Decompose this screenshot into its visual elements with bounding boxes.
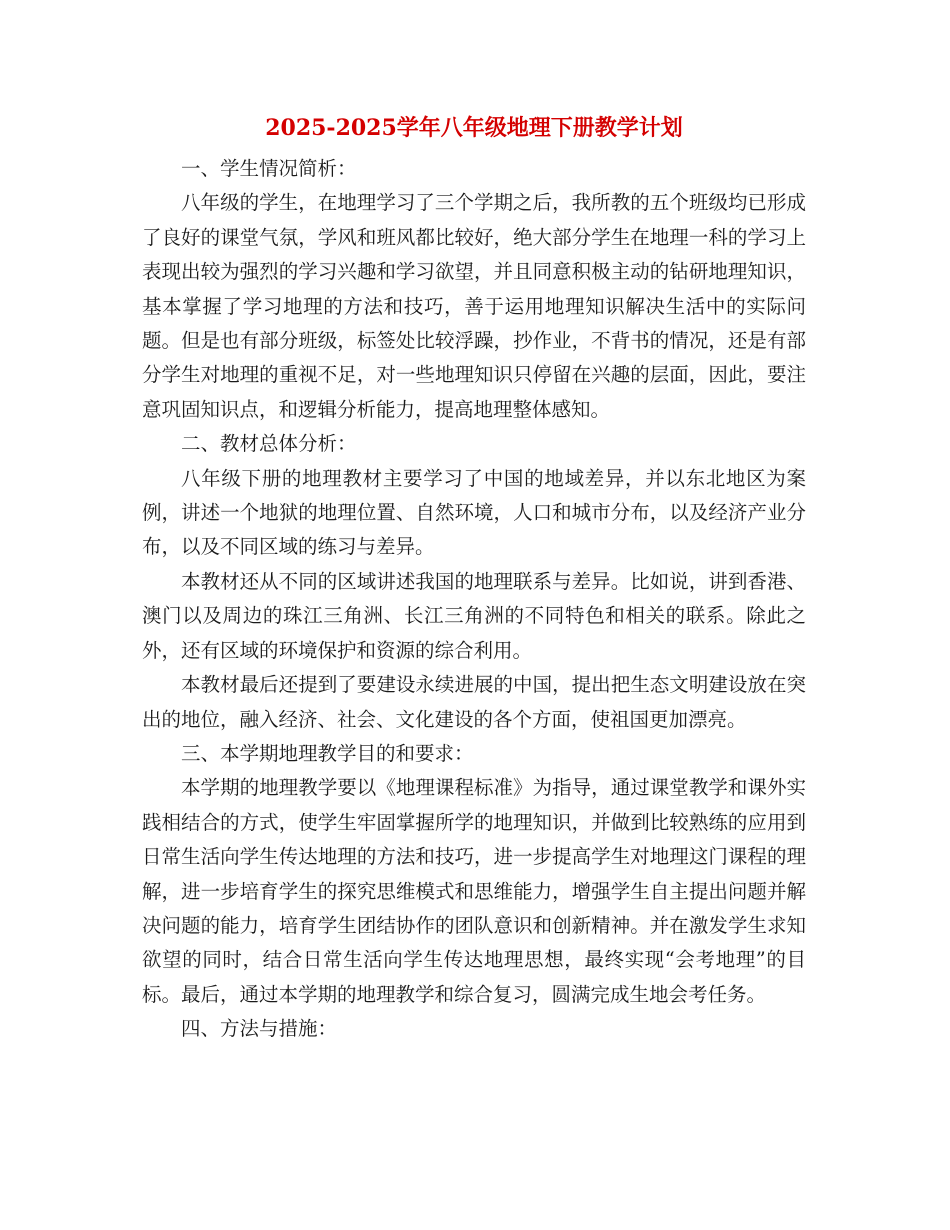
section-heading-1: 一、学生情况简析： — [181, 157, 357, 180]
section-heading-2: 二、教材总体分析： — [181, 432, 357, 456]
paragraph-student-analysis: 八年级的学生，在地理学习了三个学期之后，我所教的五个班级均已形成了良好的课堂气氛，学风和班风都比较好，绝大部分学生在地理一科的学习上表现出较为强烈的学习兴趣和学习欲望，并且同意积极主动的钻研地理知识，基本掌握了学习地理的方法和技巧，善于运用地理知识解决生活中的实际问题。但是也有部分班级，标签处比较浮躁，抄作业，不背书的情况，还是有部分学生对地理的重视不足，对一些地理知识只停留在兴趣的层面，因此，要注意巩固知识点，和逻辑分析能力，提高地理整体感知。 — [142, 191, 806, 421]
document-page — [142, 108, 806, 1047]
paragraph-textbook-overview: 八年级下册的地理教材主要学习了中国的地域差异，并以东北地区为案例，讲述一个地狱的地理位置、自然环境，人口和城市分布，以及经济产业分布，以及不同区域的练习与差异。 — [142, 466, 806, 559]
paragraph-textbook-regions: 本教材还从不同的区域讲述我国的地理联系与差异。比如说，讲到香港、澳门以及周边的珠江三角洲、长江三角洲的不同特色和相关的联系。除此之外，还有区域的环境保护和资源的综合利用。 — [142, 569, 806, 662]
paragraph-textbook-ecology: 本教材最后还提到了要建设永续进展的中国，提出把生态文明建设放在突出的地位，融入经济、社会、文化建设的各个方面，使祖国更加漂亮。 — [142, 673, 806, 731]
section-heading-4: 四、方法与措施： — [181, 1017, 338, 1041]
paragraph-teaching-goals: 本学期的地理教学要以《地理课程标准》为指导，通过课堂教学和课外实践相结合的方式，使学生牢固掌握所学的地理知识，并做到比较熟练的应用到日常生活向学生传达地理的方法和技巧，进一步提高学生对地理这门课程的理解，进一步培育学生的探究思维模式和思维能力，增强学生自主提出问题并解决问题的能力，培育学生团结协作的团队意识和创新精神。并在激发学生求知欲望的同时，结合日常生活向学生传达地理思想，最终实现“会考地理”的目标。最后，通过本学期的地理教学和综合复习，圆满完成生地会考任务。 — [142, 776, 806, 1006]
section-heading-3: 三、本学期地理教学目的和要求： — [181, 741, 474, 765]
document-title: 2025-2025学年八年级地理下册教学计划 — [265, 115, 683, 141]
